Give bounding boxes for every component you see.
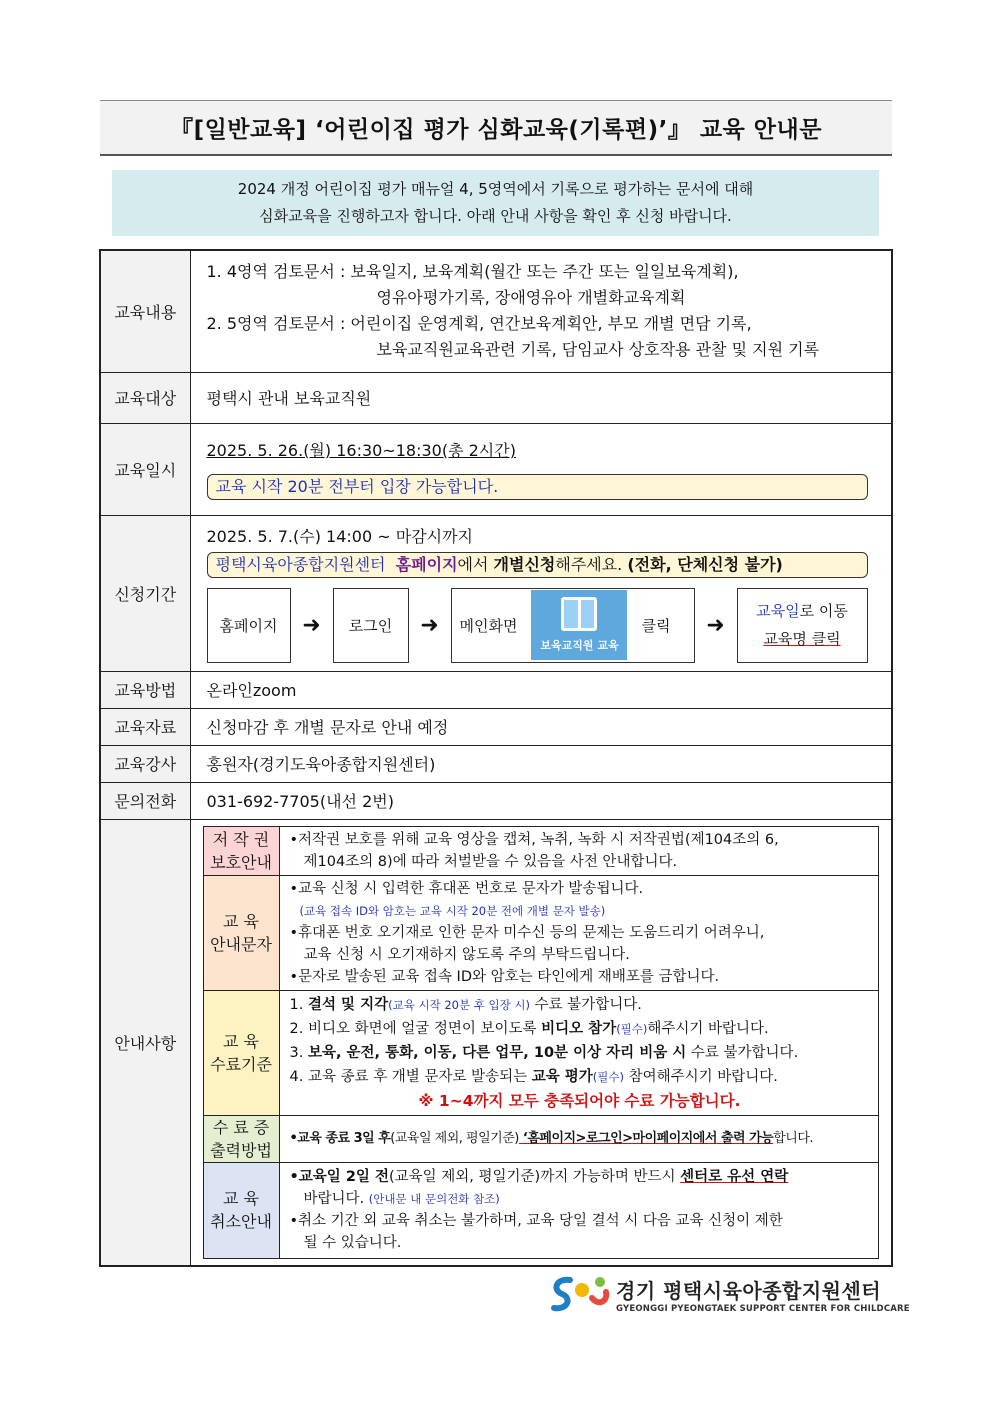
edu-tile xyxy=(531,590,627,660)
sms-text xyxy=(279,875,878,990)
apply-note-bold: 개별신청 xyxy=(493,554,556,574)
cancel-1-bold: •교육일 2일 전 xyxy=(289,1169,389,1185)
apply-note xyxy=(207,552,868,578)
criteria-3-bold: 보육, 운전, 통화, 이동, 다른 업무, 10분 이상 자리 비움 시 xyxy=(307,1044,687,1061)
criteria-label-1: 교 육 xyxy=(223,1031,259,1051)
criteria-2-rest: 해주시기 바랍니다. xyxy=(647,1020,769,1037)
notice-cancel xyxy=(203,1162,878,1258)
target-value: 평택시 관내 보육교직원 xyxy=(190,372,892,423)
certificate-label xyxy=(203,1115,279,1162)
apply-note-paren: (전화, 단체신청 불가) xyxy=(627,554,783,574)
cancel-1-contact: 센터로 유선 연락 xyxy=(680,1169,789,1185)
content-line-2: 영유아평가기록, 장애영유아 개별화교육계획 xyxy=(376,288,686,308)
flow-step-login: 로그인 xyxy=(333,588,409,663)
row-apply xyxy=(100,515,892,671)
criteria-2-note: (필수) xyxy=(616,1021,648,1036)
flow-edu-line1 xyxy=(756,597,848,625)
content-cell xyxy=(190,250,892,372)
date-note: 교육 시작 20분 전부터 입장 가능합니다. xyxy=(207,474,868,500)
certificate-t1: •교육 종료 3일 후 xyxy=(289,1130,391,1146)
criteria-1-bold: 결석 및 지각 xyxy=(307,996,389,1013)
sms-line-4: 교육 신청 시 오기재하지 않도록 주의 부탁드립니다. xyxy=(303,946,630,963)
sms-line-1: •교육 신청 시 입력한 휴대폰 번호로 문자가 발송됩니다. xyxy=(289,880,644,897)
flow-edu-day: 교육일 xyxy=(756,602,800,620)
criteria-4-note: (필수) xyxy=(592,1069,624,1084)
footer-text xyxy=(616,1275,910,1314)
intro-line-1: 2024 개정 어린이집 평가 매뉴얼 4, 5영역에서 기록으로 평가하는 문서에 대해 xyxy=(237,180,754,198)
lecturer-value: 홍원자(경기도육아종합지원센터) xyxy=(190,745,892,782)
sms-label-2: 안내문자 xyxy=(210,934,272,954)
label-date: 교육일시 xyxy=(100,423,190,515)
notice-certificate xyxy=(203,1115,878,1162)
method-value: 온라인zoom xyxy=(190,671,892,708)
center-logo-icon xyxy=(548,1272,612,1316)
intro-line-2: 심화교육을 진행하고자 합니다. 아래 안내 사항을 확인 후 신청 바랍니다. xyxy=(259,207,732,225)
cancel-line-1 xyxy=(290,1166,870,1188)
criteria-1-note: (교육 시작 20분 후 입장 시) xyxy=(388,997,530,1012)
label-lecturer: 교육강사 xyxy=(100,745,190,782)
footer-org: 경기 평택시육아종합지원센터 xyxy=(616,1278,882,1303)
cancel-1-text: (교육일 제외, 평일기준)까지 가능하며 반드시 xyxy=(389,1169,681,1185)
label-apply: 신청기간 xyxy=(100,515,190,671)
arrow-icon: ➜ xyxy=(302,612,321,638)
sms-label-1: 교 육 xyxy=(223,911,259,931)
date-value: 2025. 5. 26.(월) 16:30~18:30(총 2시간) xyxy=(206,441,516,460)
row-date xyxy=(100,423,892,515)
cancel-label-1: 교 육 xyxy=(223,1189,259,1208)
criteria-label-2: 수료기준 xyxy=(210,1054,272,1074)
criteria-requirement: ※ 1~4까지 모두 충족되어야 수료 가능합니다. xyxy=(418,1091,741,1110)
apply-flow xyxy=(207,588,892,663)
row-material xyxy=(100,708,892,745)
flow-edu-move: 로 이동 xyxy=(799,602,848,620)
criteria-1-num: 1. xyxy=(289,996,308,1013)
cancel-label-2: 취소안내 xyxy=(210,1212,272,1231)
book-icon xyxy=(561,597,597,631)
flow-edu-click: 교육명 클릭 xyxy=(763,630,841,648)
copyright-line-2: 제104조의 8)에 따라 처벌받을 수 있음을 사전 안내합니다. xyxy=(303,853,678,870)
edu-tile-label: 보육교직원 교육 xyxy=(540,639,619,652)
material-value: 신청마감 후 개별 문자로 안내 예정 xyxy=(190,708,892,745)
notice-copyright xyxy=(203,826,878,875)
criteria-2-bold: 비디오 참가 xyxy=(541,1020,617,1037)
certificate-label-1: 수 료 증 xyxy=(212,1117,270,1137)
phone-value: 031-692-7705(내선 2번) xyxy=(190,782,892,819)
criteria-line-4 xyxy=(290,1065,870,1089)
criteria-3-num: 3. xyxy=(289,1044,308,1061)
cancel-label xyxy=(203,1162,279,1258)
apply-note-center: 평택시육아종합지원센터 xyxy=(215,554,386,574)
cancel-line-2 xyxy=(290,1188,870,1210)
criteria-line-1 xyxy=(290,993,870,1017)
certificate-t3: ‘홈페이지>로그인>마이페이지에서 출력 가능 xyxy=(518,1130,774,1146)
apply-note-rest2: 해주세요. xyxy=(555,554,628,574)
sms-label xyxy=(203,875,279,990)
notice-criteria xyxy=(203,990,878,1115)
content-line-4: 보육교직원교육관련 기록, 담임교사 상호작용 관찰 및 지원 기록 xyxy=(376,340,820,360)
certificate-t4: 합니다. xyxy=(773,1130,814,1146)
sms-line-3: •휴대폰 번호 오기재로 인한 문자 미수신 등의 문제는 도움드리기 어려우니, xyxy=(289,924,765,941)
date-cell xyxy=(190,423,892,515)
cancel-line-3: •취소 기간 외 교육 취소는 불가하며, 교육 당일 결석 시 다음 교육 신청이 제한 xyxy=(289,1213,783,1229)
criteria-1-rest: 수료 불가합니다. xyxy=(529,996,642,1013)
copyright-label xyxy=(203,826,279,875)
copyright-line-1: •저작권 보호를 위해 교육 영상을 캡쳐, 녹취, 녹화 시 저작권법(제104조의 6, xyxy=(289,831,779,848)
copyright-text xyxy=(279,826,878,875)
arrow-icon: ➜ xyxy=(420,612,439,638)
notice-table xyxy=(203,826,879,1259)
cancel-2-note: (안내문 내 문의전화 참조) xyxy=(368,1192,500,1206)
flow-step-homepage: 홈페이지 xyxy=(207,588,291,663)
label-method: 교육방법 xyxy=(100,671,190,708)
certificate-label-2: 출력방법 xyxy=(210,1140,272,1160)
criteria-4-bold: 교육 평가 xyxy=(531,1068,593,1085)
row-phone xyxy=(100,782,892,819)
label-target: 교육대상 xyxy=(100,372,190,423)
cancel-text xyxy=(279,1162,878,1258)
apply-cell xyxy=(190,515,892,671)
row-method xyxy=(100,671,892,708)
intro-banner xyxy=(112,170,879,236)
flow-step-main xyxy=(451,588,695,663)
label-phone: 문의전화 xyxy=(100,782,190,819)
apply-note-homepage: 홈페이지 xyxy=(395,554,458,574)
criteria-line-2 xyxy=(290,1017,870,1041)
criteria-line-3 xyxy=(290,1041,870,1065)
arrow-icon: ➜ xyxy=(706,612,725,638)
cancel-line-4: 될 수 있습니다. xyxy=(303,1235,402,1251)
copyright-label-1: 저 작 권 xyxy=(212,829,270,849)
notice-cell xyxy=(190,819,892,1266)
row-lecturer xyxy=(100,745,892,782)
row-notice xyxy=(100,819,892,1266)
criteria-4-text: 4. 교육 종료 후 개별 문자로 발송되는 xyxy=(289,1068,532,1085)
row-target xyxy=(100,372,892,423)
content-line-1: 1. 4영역 검토문서 : 보육일지, 보육계획(월간 또는 주간 또는 일일보육계획), xyxy=(206,262,739,282)
footer-logo xyxy=(548,1272,910,1316)
apply-period: 2025. 5. 7.(수) 14:00 ~ 마감시까지 xyxy=(206,526,474,546)
apply-note-rest1: 에서 xyxy=(457,554,494,574)
notice-sms xyxy=(203,875,878,990)
row-content xyxy=(100,250,892,372)
document-title: 『[일반교육] ‘어린이집 평가 심화교육(기록편)’』 교육 안내문 xyxy=(100,100,892,156)
content-line-3: 2. 5영역 검토문서 : 어린이집 운영계획, 연간보육계획안, 부모 개별 면담 기록, xyxy=(206,314,752,334)
flow-click-label: 클릭 xyxy=(641,616,671,635)
label-content: 교육내용 xyxy=(100,250,190,372)
sms-line-5: •문자로 발송된 교육 접속 ID와 암호는 타인에게 재배포를 금합니다. xyxy=(289,968,720,985)
flow-step-edu xyxy=(737,588,868,663)
certificate-text xyxy=(279,1115,878,1162)
criteria-3-rest: 수료 불가합니다. xyxy=(686,1044,799,1061)
info-table xyxy=(99,249,893,1267)
footer-org-en: GYEONGGI PYEONGTAEK SUPPORT CENTER FOR CHILDCARE xyxy=(616,1303,910,1314)
cancel-2-text: 바랍니다. xyxy=(303,1191,369,1207)
sms-line-2: (교육 접속 ID와 암호는 교육 시작 20분 전에 개별 문자 발송) xyxy=(299,903,606,918)
flow-main-label: 메인화면 xyxy=(459,616,518,635)
certificate-t2: (교육일 제외, 평일기준) xyxy=(390,1130,519,1146)
criteria-4-rest: 참여해주시기 바랍니다. xyxy=(623,1068,778,1085)
criteria-text xyxy=(279,990,878,1115)
criteria-label xyxy=(203,990,279,1115)
label-material: 교육자료 xyxy=(100,708,190,745)
copyright-label-2: 보호안내 xyxy=(210,852,272,872)
criteria-2-text: 2. 비디오 화면에 얼굴 정면이 보이도록 xyxy=(289,1020,542,1037)
label-notice: 안내사항 xyxy=(100,819,190,1266)
